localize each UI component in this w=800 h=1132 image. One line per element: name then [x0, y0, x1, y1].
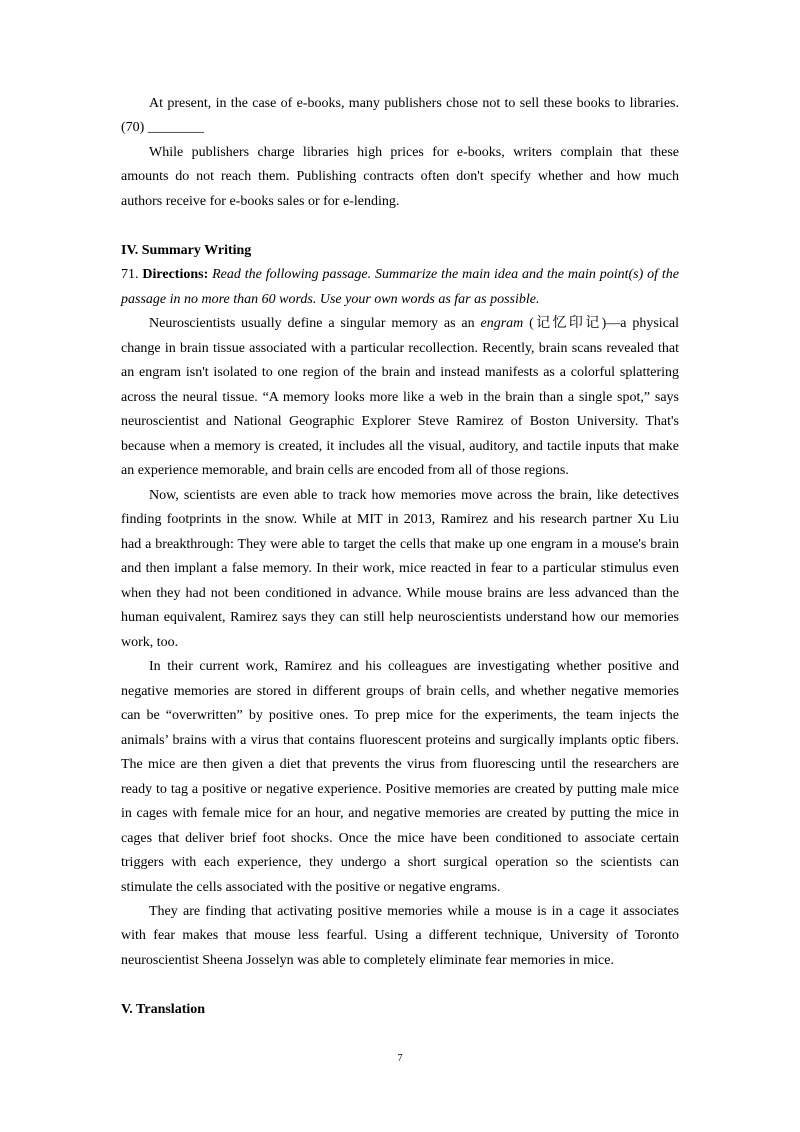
text-line: amounts do not reach them. Publishing contracts often don't specify whether and how much [121, 169, 679, 185]
term-engram: engram [480, 316, 524, 332]
text-span: Neuroscientists usually define a singular memory as an [149, 316, 475, 332]
text-line: an experience memorable, and brain cells are encoded from all of those regions. [121, 463, 569, 479]
text-line: The mice are then given a diet that prevents the virus from fluorescing until the researchers are [121, 757, 679, 773]
directions-label: Directions: [142, 267, 209, 283]
text-line [121, 263, 679, 287]
directions [121, 263, 679, 312]
document-page [121, 92, 679, 1022]
text-line: animals’ brains with a virus that contains fluorescent proteins and surgically implants optic fibers. [121, 732, 679, 748]
text-line: work, too. [121, 634, 179, 650]
text-line: change in brain tissue associated with a particular recollection. Recently, brain scans revealed that [121, 340, 679, 356]
paragraph [121, 92, 679, 141]
text-line: stimulate the cells associated with the positive or negative engrams. [121, 879, 501, 895]
text-line: ready to tag a positive or negative experience. Positive memories are created by putting male mice [121, 781, 679, 797]
text-line: neuroscientist and National Geographic Explorer Steve Ramirez of Boston University. That's [121, 414, 679, 430]
text-line: cages that deliver brief foot shocks. Once the mice have been conditioned to associate certain [121, 830, 679, 846]
text-line: They are finding that activating positive memories while a mouse is in a cage it associates [149, 903, 679, 919]
text-line: neuroscientist Sheena Josselyn was able to completely eliminate fear memories in mice. [121, 952, 614, 968]
text-line: Now, scientists are even able to track how memories move across the brain, like detectives [149, 487, 679, 503]
text-line: because when a memory is created, it includes all the visual, auditory, and tactile inputs that make [121, 438, 679, 454]
text-line: triggers with each experience, they undergo a short surgical operation so the scientists can [121, 855, 679, 871]
text-line: had a breakthrough: They were able to target the cells that make up one engram in a mouse's brain [121, 536, 679, 552]
paragraph [121, 312, 679, 483]
text-line: finding footprints in the snow. While at MIT in 2013, Ramirez and his research partner Xu Liu [121, 512, 679, 528]
text-line: in cages with female mice for an hour, and negative memories are created by putting the mice in [121, 806, 679, 822]
text-line: across the neural tissue. “A memory looks more like a web in the brain than a single spot,” says [121, 389, 679, 405]
text-line: authors receive for e-books sales or for e-lending. [121, 193, 400, 209]
text-line: can be “overwritten” by positive ones. To prep mice for the experiments, the team injects the [121, 708, 679, 724]
section-heading: V. Translation [121, 1001, 206, 1017]
paragraph [121, 655, 679, 900]
paragraph [121, 484, 679, 655]
section-heading: IV. Summary Writing [121, 242, 252, 258]
text-span: (记忆印记)—a physical [529, 316, 680, 332]
text-line: an engram isn't isolated to one region of the brain and instead manifests as a colorful splattering [121, 365, 679, 381]
text-line: and then implant a false memory. In their work, mice reacted in fear to a particular stimulus even [121, 561, 679, 577]
text-line: negative memories are stored in different groups of brain cells, and whether negative memories [121, 683, 679, 699]
page-number: 7 [397, 1053, 403, 1064]
blank-line [121, 214, 679, 238]
paragraph [121, 141, 679, 214]
text-line: While publishers charge libraries high prices for e-books, writers complain that these [149, 144, 679, 160]
question-number: 71. [121, 267, 139, 283]
blank-line [121, 973, 679, 997]
directions-text: Read the following passage. Summarize the main idea and the main point(s) of the [212, 267, 680, 283]
text-line: with fear makes that mouse less fearful. Using a different technique, University of Toronto [121, 928, 679, 944]
text-line [121, 312, 679, 336]
answer-blank-line: (70) ________ [121, 120, 204, 136]
text-line: when they had not been conditioned in advance. While mouse brains are less advanced than the [121, 585, 679, 601]
text-line: human equivalent, Ramirez says they can still help neuroscientists understand how our memories [121, 610, 679, 626]
text-line: In their current work, Ramirez and his colleagues are investigating whether positive and [149, 659, 679, 675]
text-line: At present, in the case of e-books, many publishers chose not to sell these books to libraries. [149, 96, 679, 111]
directions-text: passage in no more than 60 words. Use your own words as far as possible. [121, 291, 540, 307]
paragraph [121, 900, 679, 973]
